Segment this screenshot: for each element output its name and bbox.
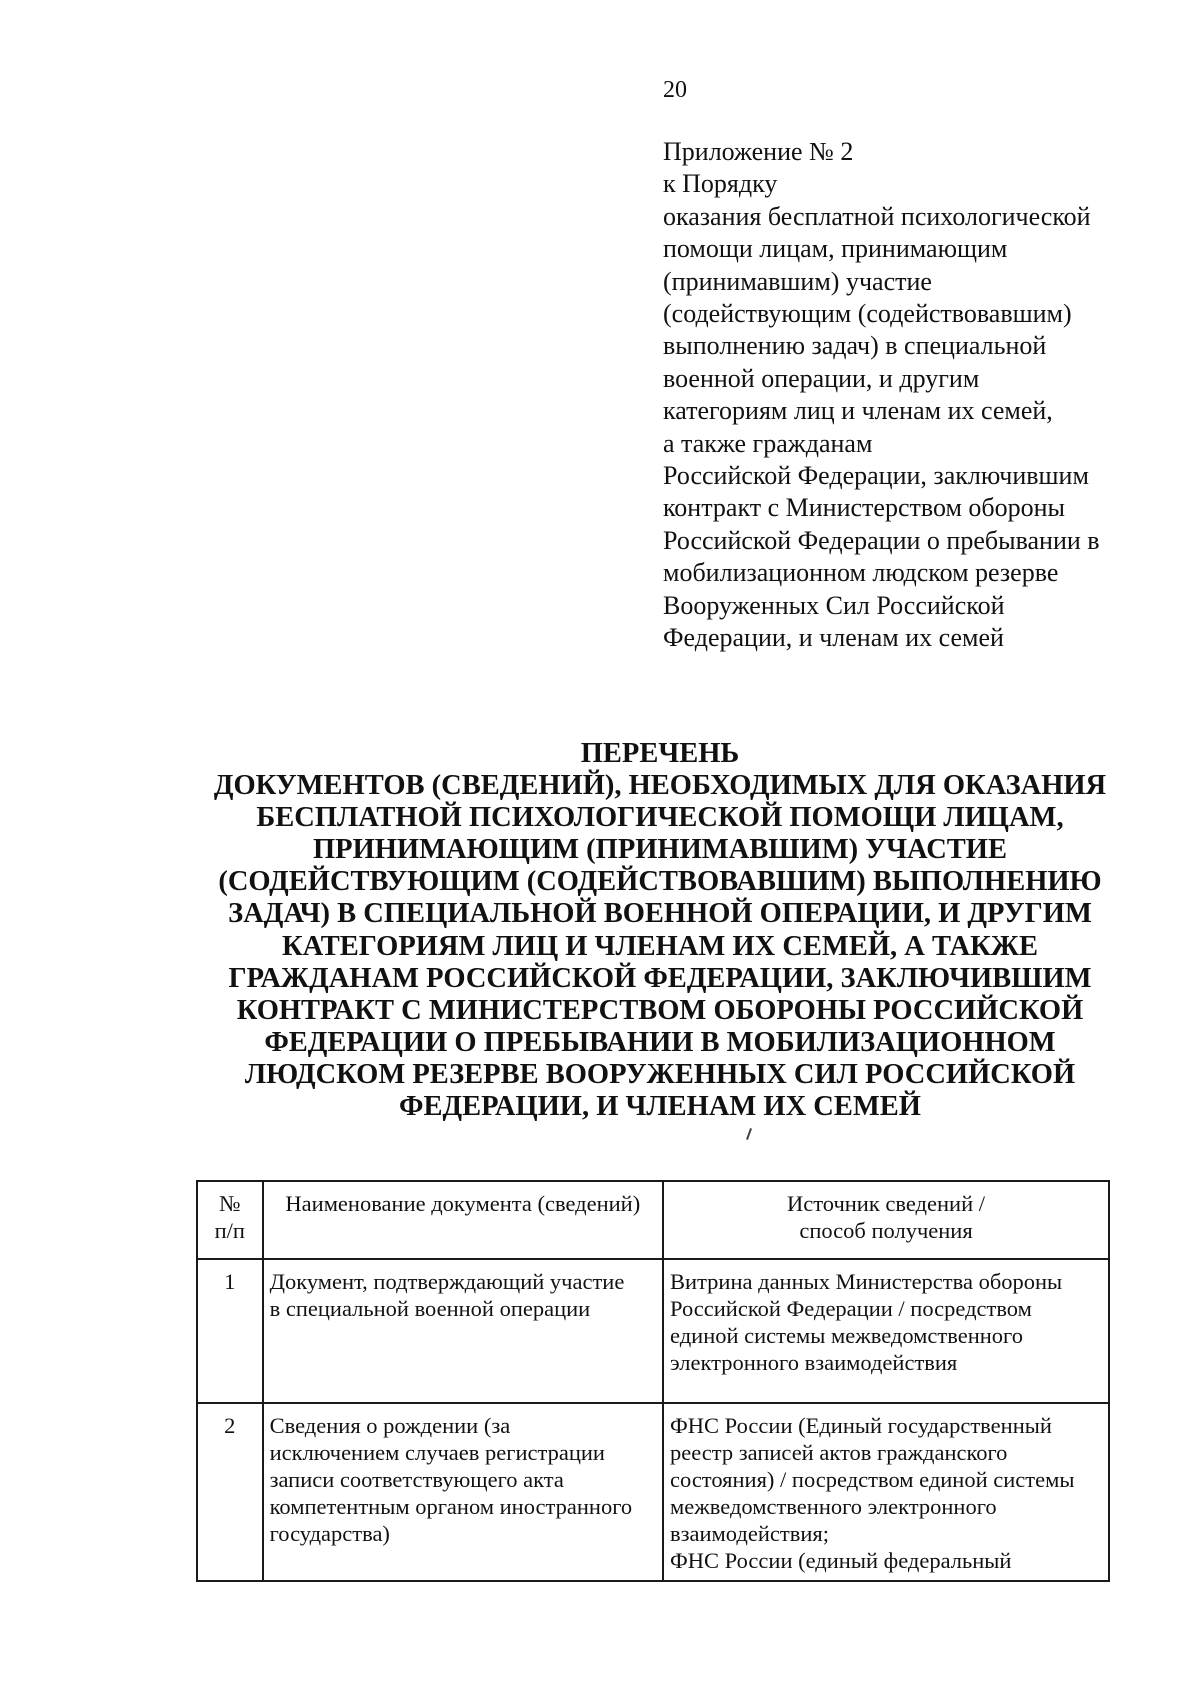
appendix-block — [663, 136, 1163, 655]
table-header-row — [197, 1181, 1109, 1259]
row-document-name: Сведения о рождении (за исключением случаев регистрации записи соответствующего акта компетентным органом иностранного государства) — [263, 1403, 663, 1581]
table-row — [197, 1259, 1109, 1403]
row-source: ФНС России (Единый государственный реестр записей актов гражданского состояния) / посредством единой системы межведомственного электронного взаимодействия; ФНС России (единый федеральный — [663, 1403, 1109, 1581]
appendix-line: категориям лиц и членам их семей, — [663, 396, 1053, 426]
appendix-line: Федерации, и членам их семей — [663, 623, 1004, 653]
appendix-line: (принимавшим) участие — [663, 266, 932, 296]
appendix-line: Российской Федерации, заключившим — [663, 461, 1089, 491]
title-line: КАТЕГОРИЯМ ЛИЦ И ЧЛЕНАМ ИХ СЕМЕЙ, А ТАКЖЕ — [282, 930, 1038, 962]
appendix-line: Вооруженных Сил Российской — [663, 590, 1005, 620]
title-line: ЛЮДСКОМ РЕЗЕРВЕ ВООРУЖЕННЫХ СИЛ РОССИЙСКОЙ — [244, 1058, 1076, 1090]
appendix-line: мобилизационном людском резерве — [663, 558, 1059, 588]
header-number: № п/п — [197, 1181, 263, 1259]
row-source: Витрина данных Министерства обороны Российской Федерации / посредством единой системы межведомственного электронного взаимодействия — [663, 1259, 1109, 1403]
table-row — [197, 1403, 1109, 1581]
appendix-line: помощи лицам, принимающим — [663, 234, 1008, 264]
title-line: БЕСПЛАТНОЙ ПСИХОЛОГИЧЕСКОЙ ПОМОЩИ ЛИЦАМ, — [256, 802, 1064, 834]
appendix-line: Приложение № 2 — [663, 137, 854, 166]
row-number: 2 — [197, 1403, 263, 1581]
appendix-line: Российской Федерации о пребывании в — [663, 525, 1100, 555]
appendix-line: контракт с Министерством обороны — [663, 493, 1066, 523]
header-document-name: Наименование документа (сведений) — [263, 1181, 663, 1259]
appendix-line: выполнению задач) в специальной — [663, 331, 1047, 361]
appendix-line: к Порядку — [663, 169, 778, 199]
appendix-line: оказания бесплатной психологической — [663, 201, 1091, 231]
appendix-line: (содействующим (содействовавшим) — [663, 299, 1072, 329]
document-title — [190, 738, 1130, 1123]
title-line: ДОКУМЕНТОВ (СВЕДЕНИЙ), НЕОБХОДИМЫХ ДЛЯ ОКАЗАНИЯ — [213, 770, 1107, 802]
header-source: Источник сведений / способ получения — [663, 1181, 1109, 1259]
title-line: КОНТРАКТ С МИНИСТЕРСТВОМ ОБОРОНЫ РОССИЙСКОЙ — [236, 994, 1084, 1026]
row-document-name: Документ, подтверждающий участие в специальной военной операции — [263, 1259, 663, 1403]
title-line: ГРАЖДАНАМ РОССИЙСКОЙ ФЕДЕРАЦИИ, ЗАКЛЮЧИВШИМ — [228, 962, 1092, 994]
title-line: ЗАДАЧ) В СПЕЦИАЛЬНОЙ ВОЕННОЙ ОПЕРАЦИИ, И ДРУГИМ — [228, 898, 1092, 930]
page-number: 20 — [663, 77, 687, 103]
title-line: ПРИНИМАЮЩИМ (ПРИНИМАВШИМ) УЧАСТИЕ — [313, 834, 1007, 866]
scan-mark — [746, 1128, 752, 1140]
title-line: (СОДЕЙСТВУЮЩИМ (СОДЕЙСТВОВАВШИМ) ВЫПОЛНЕНИЮ — [218, 866, 1102, 898]
title-line: ФЕДЕРАЦИИ О ПРЕБЫВАНИИ В МОБИЛИЗАЦИОННОМ — [264, 1026, 1056, 1058]
appendix-line: военной операции, и другим — [663, 363, 980, 393]
title-line: ФЕДЕРАЦИИ, И ЧЛЕНАМ ИХ СЕМЕЙ — [399, 1091, 921, 1123]
documents-table — [196, 1180, 1110, 1582]
title-line: ПЕРЕЧЕНЬ — [580, 738, 740, 769]
appendix-line: а также гражданам — [663, 428, 873, 458]
row-number: 1 — [197, 1259, 263, 1403]
